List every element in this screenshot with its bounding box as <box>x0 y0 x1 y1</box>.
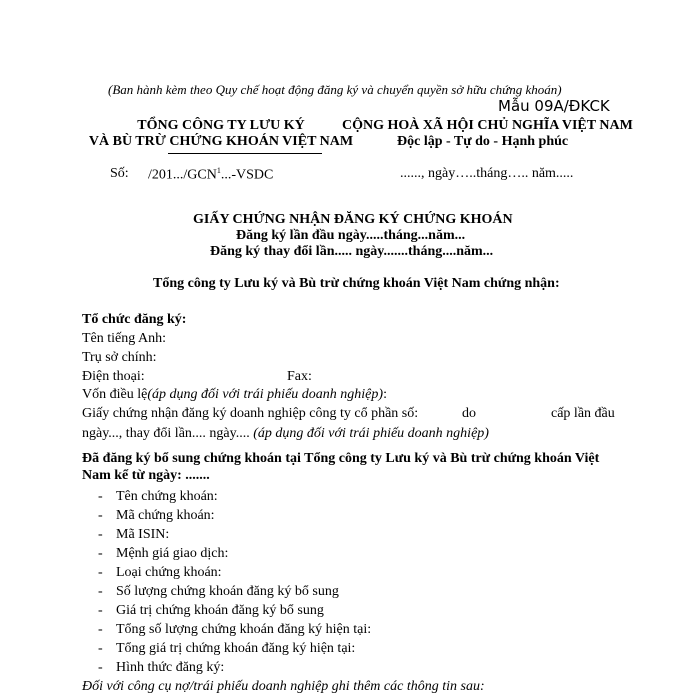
additional-registration-line1: Đã đăng ký bổ sung chứng khoán tại Tổng công ty Lưu ký và Bù trừ chứng khoán Việt <box>82 451 600 466</box>
business-certificate-field: Giấy chứng nhận đăng ký doanh nghiệp công ty cổ phần số: <box>82 406 419 421</box>
certificate-first-issued: cấp lần đầu <box>551 406 615 421</box>
regulation-preamble: (Ban hành kèm theo Quy chế hoạt động đăng ký và chuyển quyền sở hữu chứng khoán) <box>108 82 562 97</box>
english-name-field: Tên tiếng Anh: <box>82 331 166 346</box>
place-date: ......, ngày…..tháng….. năm..... <box>400 166 574 181</box>
document-title: GIẤY CHỨNG NHẬN ĐĂNG KÝ CHỨNG KHOÁN <box>193 212 513 227</box>
issuer-underline <box>168 153 322 154</box>
certificate-dates: ngày..., thay đổi lần.... ngày.... (áp dụng đối với trái phiếu doanh nghiệp) <box>82 426 489 441</box>
reference-number: /201.../GCN$^1$...-VSDC <box>148 166 274 183</box>
issuer-name-line1: TỔNG CÔNG TY LƯU KÝ <box>137 118 305 133</box>
nation-motto: Độc lập - Tự do - Hạnh phúc <box>397 134 569 149</box>
form-code: Mẫu 09A/ĐKCK <box>498 97 610 115</box>
fax-field: Fax: <box>287 369 312 384</box>
reference-number-label: Số: <box>110 166 129 181</box>
organization-heading: Tổ chức đăng ký: <box>82 312 187 327</box>
charter-capital-field: Vốn điều lệ(áp dụng đối với trái phiếu doanh nghiệp): <box>82 387 387 402</box>
first-registration: Đăng ký lần đầu ngày.....tháng...năm... <box>236 228 466 243</box>
debt-instrument-note: Đối với công cụ nợ/trái phiếu doanh nghiệp ghi thêm các thông tin sau: <box>82 679 485 694</box>
head-office-field: Trụ sở chính: <box>82 350 157 365</box>
certification-statement: Tổng công ty Lưu ký và Bù trừ chứng khoán Việt Nam chứng nhận: <box>153 276 560 291</box>
nation-name: CỘNG HOÀ XÃ HỘI CHỦ NGHĨA VIỆT NAM <box>342 118 633 133</box>
certificate-issuer: do <box>462 406 476 421</box>
phone-field: Điện thoại: <box>82 369 145 384</box>
issuer-name-line2: VÀ BÙ TRỪ CHỨNG KHOÁN VIỆT NAM <box>88 134 354 149</box>
change-registration: Đăng ký thay đổi lần..... ngày.......tháng....năm... <box>210 244 494 259</box>
additional-registration-line2: Nam kể từ ngày: ....... <box>82 468 210 483</box>
